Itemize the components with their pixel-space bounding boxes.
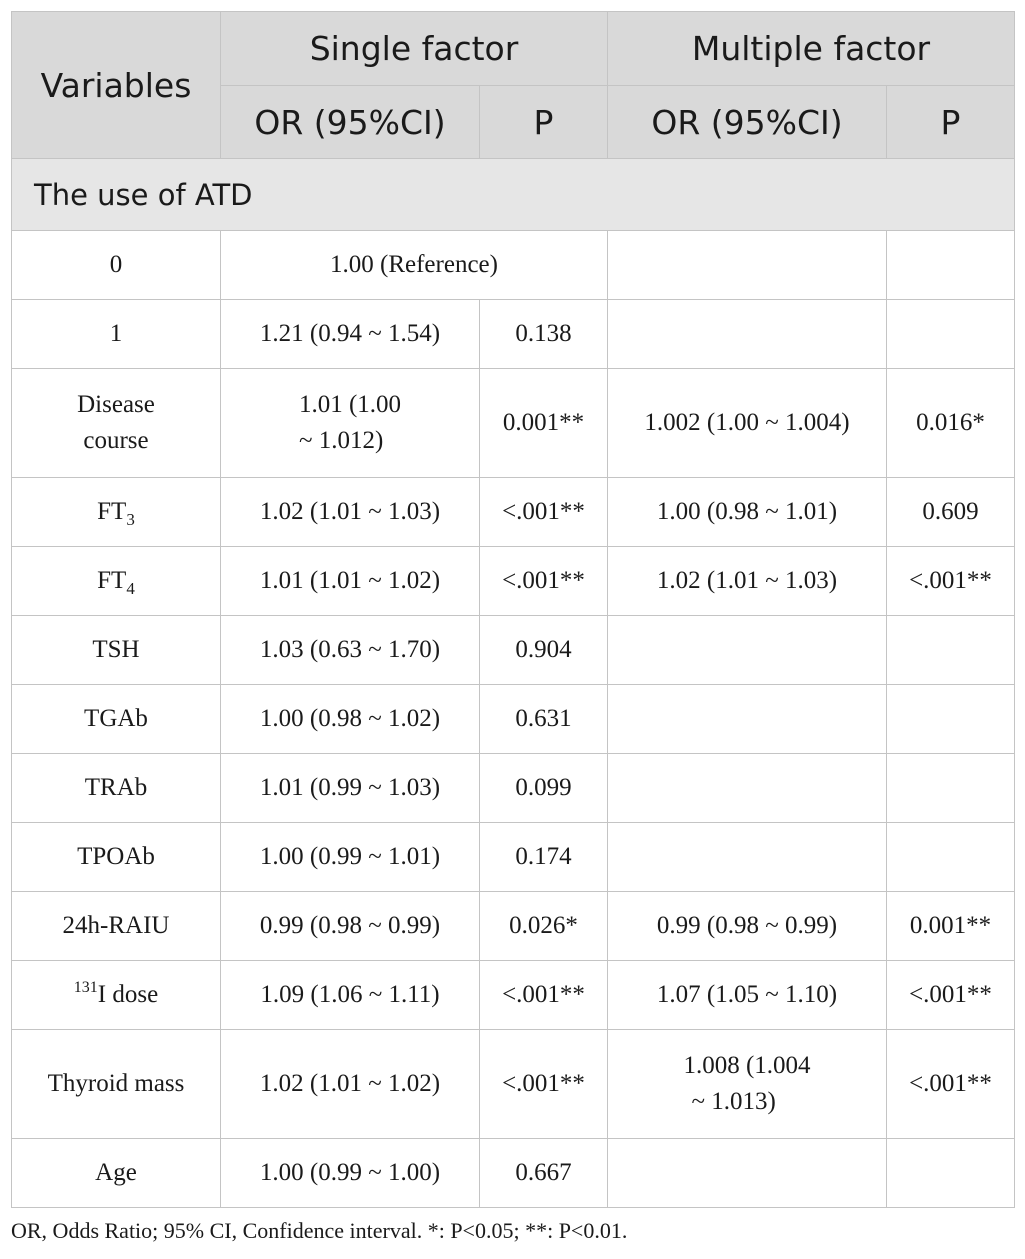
single-or-header: OR (95%CI) [221,86,480,159]
multiple-or-cell [608,300,887,369]
variable-cell: Thyroid mass [12,1030,221,1139]
single-or-cell: 1.01 (1.01 ~ 1.02) [221,547,480,616]
multiple-or-cell [608,616,887,685]
multiple-p-cell: <.001** [887,547,1015,616]
variable-cell: TPOAb [12,823,221,892]
table-row [12,1030,1015,1139]
single-or-cell: 1.01 (0.99 ~ 1.03) [221,754,480,823]
variable-cell [12,961,221,1030]
single-p-cell: 0.904 [480,616,608,685]
variable-cell: TSH [12,616,221,685]
single-or-cell: 1.00 (0.99 ~ 1.01) [221,823,480,892]
table-row [12,1139,1015,1208]
table-footnote: OR, Odds Ratio; 95% CI, Confidence interval. *: P<0.05; **: P<0.01. [11,1218,628,1243]
variable-line-2: course [83,427,149,454]
variable-subscript: 3 [126,510,135,529]
multiple-or-cell: 0.99 (0.98 ~ 0.99) [608,892,887,961]
table-row [12,823,1015,892]
multiple-or-cell [608,823,887,892]
results-table [11,11,1015,1208]
single-or-cell: 1.02 (1.01 ~ 1.02) [221,1030,480,1139]
multiple-p-cell: <.001** [887,1030,1015,1139]
single-p-cell: 0.001** [480,369,608,478]
multiple-p-cell [887,685,1015,754]
multiple-p-cell [887,823,1015,892]
single-or-cell [221,369,480,478]
variable-cell: 0 [12,231,221,300]
variable-base: FT [97,498,127,525]
variable-line-1: Disease [77,391,155,418]
single-or-cell: 0.99 (0.98 ~ 0.99) [221,892,480,961]
multiple-p-cell: <.001** [887,961,1015,1030]
multiple-or-cell [608,1030,887,1139]
single-p-cell: <.001** [480,1030,608,1139]
single-p-cell: 0.174 [480,823,608,892]
single-p-header: P [480,86,608,159]
multiple-or-header: OR (95%CI) [608,86,887,159]
multiple-p-cell [887,231,1015,300]
multiple-p-cell: 0.001** [887,892,1015,961]
single-or-line-2: ~ 1.012) [298,427,384,454]
table-row [12,300,1015,369]
single-p-cell: 0.631 [480,685,608,754]
table-row [12,231,1015,300]
table-row [12,892,1015,961]
single-p-cell: 0.026* [480,892,608,961]
variable-subscript: 4 [126,579,135,598]
single-p-cell: <.001** [480,547,608,616]
single-or-cell: 1.03 (0.63 ~ 1.70) [221,616,480,685]
variable-cell: TGAb [12,685,221,754]
multiple-p-cell: 0.016* [887,369,1015,478]
header-row-1 [12,12,1015,86]
table-row [12,547,1015,616]
single-or-cell: 1.02 (1.01 ~ 1.03) [221,478,480,547]
variable-cell: 24h-RAIU [12,892,221,961]
multiple-or-line-2: ~ 1.013) [691,1088,776,1115]
multiple-or-cell: 1.07 (1.05 ~ 1.10) [608,961,887,1030]
single-p-cell: 0.099 [480,754,608,823]
multiple-p-cell [887,300,1015,369]
single-or-line-1: 1.01 (1.00 [298,391,402,418]
variable-cell [12,547,221,616]
single-p-cell: <.001** [480,478,608,547]
section-title: The use of ATD [12,159,1015,231]
table-row [12,369,1015,478]
variable-base: FT [97,567,127,594]
table-row [12,754,1015,823]
variables-header: Variables [12,12,221,159]
single-p-cell: 0.667 [480,1139,608,1208]
table-row [12,685,1015,754]
multiple-or-cell [608,1139,887,1208]
multiple-or-cell [608,685,887,754]
multiple-p-cell: 0.609 [887,478,1015,547]
multiple-p-header: P [887,86,1015,159]
table-row [12,478,1015,547]
variable-cell: Age [12,1139,221,1208]
variable-superscript: 131 [73,979,98,996]
table-row [12,961,1015,1030]
multiple-or-cell: 1.00 (0.98 ~ 1.01) [608,478,887,547]
section-row [12,159,1015,231]
single-p-cell: <.001** [480,961,608,1030]
variable-cell: TRAb [12,754,221,823]
variable-base: I dose [97,981,159,1008]
single-or-cell: 1.21 (0.94 ~ 1.54) [221,300,480,369]
multiple-p-cell [887,754,1015,823]
multiple-or-cell: 1.002 (1.00 ~ 1.004) [608,369,887,478]
multiple-p-cell [887,1139,1015,1208]
multiple-or-cell [608,231,887,300]
multiple-or-line-1: 1.008 (1.004 [683,1052,811,1079]
single-or-cell: 1.00 (0.98 ~ 1.02) [221,685,480,754]
multiple-p-cell [887,616,1015,685]
variable-cell [12,369,221,478]
multiple-or-cell [608,754,887,823]
single-or-cell: 1.00 (0.99 ~ 1.00) [221,1139,480,1208]
multiple-or-cell: 1.02 (1.01 ~ 1.03) [608,547,887,616]
table-row [12,616,1015,685]
multiple-factor-header: Multiple factor [608,12,1015,86]
single-p-cell: 0.138 [480,300,608,369]
variable-cell: 1 [12,300,221,369]
variable-cell [12,478,221,547]
single-factor-header: Single factor [221,12,608,86]
single-or-cell: 1.00 (Reference) [221,231,608,300]
single-or-cell: 1.09 (1.06 ~ 1.11) [221,961,480,1030]
